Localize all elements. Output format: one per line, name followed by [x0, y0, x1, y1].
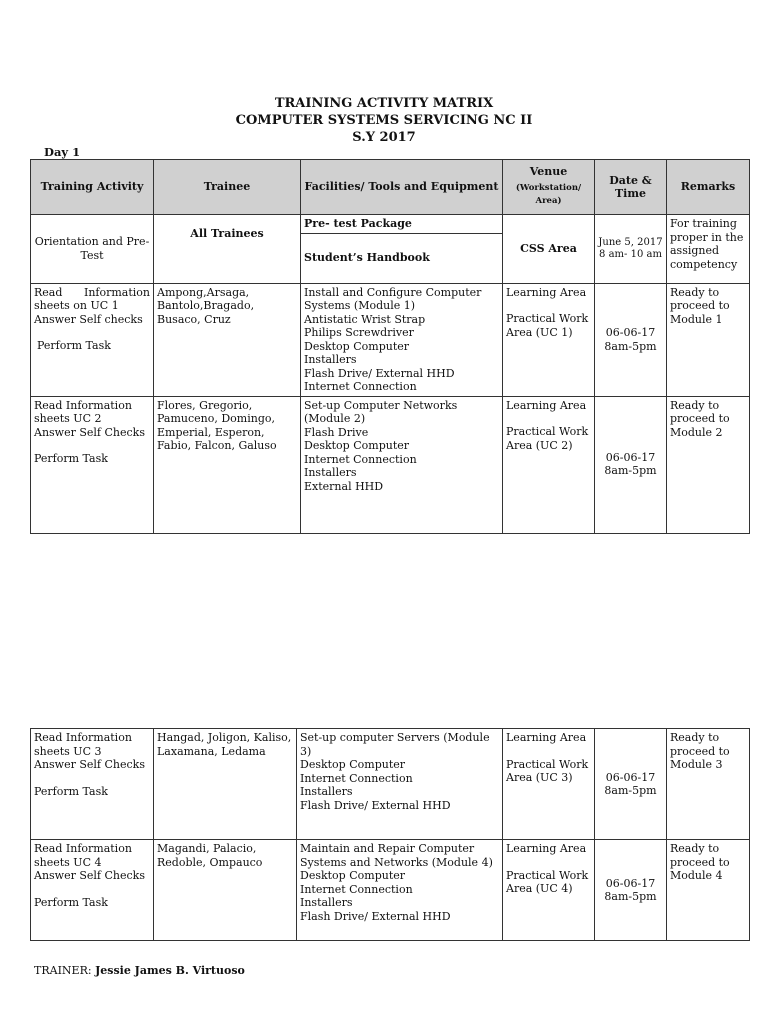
date-cell: 06-06-17 8am-5pm — [595, 283, 667, 396]
date-cell: 06-06-17 8am-5pm — [595, 396, 667, 533]
activity-cell — [31, 283, 154, 396]
trainer-name: Jessie James B. Virtuoso — [95, 964, 245, 977]
facility-cell: Student’s Handbook — [301, 233, 503, 283]
remarks-cell: For training proper in the assigned competency — [667, 215, 750, 284]
activity-answer: Answer Self Checks — [34, 425, 145, 439]
venue-practical: Practical Work Area (UC 4) — [506, 868, 589, 895]
training-matrix-table-2 — [30, 728, 750, 941]
header-row — [31, 160, 750, 215]
col-header-date: Date & Time — [595, 160, 667, 215]
trainer-label: TRAINER: — [34, 964, 92, 977]
venue-learning: Learning Area — [506, 842, 587, 855]
activity-perform: Perform Task — [34, 895, 108, 909]
venue-practical: Practical Work Area (UC 3) — [506, 757, 589, 784]
date-cell: June 5, 2017 8 am- 10 am — [595, 215, 667, 284]
activity-perform: Perform Task — [34, 452, 108, 465]
table-row — [31, 729, 750, 840]
venue-title: Venue — [529, 165, 568, 179]
school-year: S.Y 2017 — [352, 130, 416, 145]
venue-learning: Learning Area — [506, 285, 587, 299]
activity-cell — [31, 396, 154, 533]
activity-cell — [31, 729, 154, 840]
trainee-cell: All Trainees — [154, 215, 301, 284]
activity-answer: Answer Self checks — [34, 312, 143, 326]
table-row — [31, 215, 750, 234]
remarks-cell: Ready to proceed to Module 1 — [667, 283, 750, 396]
venue-cell — [503, 729, 595, 840]
activity-read: Read Information sheets UC 3 — [34, 731, 132, 758]
col-header-activity: Training Activity — [31, 160, 154, 215]
remarks-cell: Ready to proceed to Module 3 — [667, 729, 750, 840]
training-matrix-table-1 — [30, 159, 750, 534]
table-row — [31, 840, 750, 941]
facility-cell: Pre- test Package — [301, 215, 503, 234]
activity-read: Read Information sheets UC 4 — [34, 842, 132, 869]
venue-cell — [503, 840, 595, 941]
facility-cell: Maintain and Repair Computer Systems and Networks (Module 4) Desktop Computer Internet Connection Installers Flash Drive/ External HHD — [297, 840, 503, 941]
venue-cell — [503, 283, 595, 396]
facility-cell: Install and Configure Computer Systems (Module 1) Antistatic Wrist Strap Philips Screwdriver Desktop Computer Installers Flash Drive/ External HHD Internet Connection — [301, 283, 503, 396]
date-cell: 06-06-17 8am-5pm — [595, 729, 667, 840]
trainee-cell: Magandi, Palacio, Redoble, Ompauco — [154, 840, 297, 941]
trainee-cell: Hangad, Joligon, Kaliso, Laxamana, Ledama — [154, 729, 297, 840]
table-row — [31, 396, 750, 533]
activity-answer: Answer Self Checks — [34, 869, 145, 882]
date-cell: 06-06-17 8am-5pm — [595, 840, 667, 941]
trainer-footer — [34, 964, 245, 977]
venue-learning: Learning Area — [506, 731, 587, 744]
col-header-venue — [503, 160, 595, 215]
remarks-cell: Ready to proceed to Module 2 — [667, 396, 750, 533]
venue-cell: CSS Area — [503, 215, 595, 284]
remarks-cell: Ready to proceed to Module 4 — [667, 840, 750, 941]
venue-practical: Practical Work Area (UC 1) — [506, 312, 589, 339]
trainee-cell: Flores, Gregorio, Pamuceno, Domingo, Emperial, Esperon, Fabio, Falcon, Galuso — [154, 396, 301, 533]
activity-cell — [31, 840, 154, 941]
table-row — [31, 283, 750, 396]
trainee-cell: Ampong,Arsaga, Bantolo,Bragado, Busaco, Cruz — [154, 283, 301, 396]
facility-cell: Set-up computer Servers (Module 3) Desktop Computer Internet Connection Installers Flash Drive/ External HHD — [297, 729, 503, 840]
document-title: TRAINING ACTIVITY MATRIX — [274, 96, 494, 111]
venue-learning: Learning Area — [506, 398, 587, 412]
activity-cell: Orientation and Pre-Test — [31, 215, 154, 284]
activity-read: Read Information sheets UC 2 — [34, 398, 132, 425]
activity-answer: Answer Self Checks — [34, 758, 145, 771]
day-label: Day 1 — [44, 145, 81, 159]
col-header-remarks: Remarks — [667, 160, 750, 215]
col-header-trainee: Trainee — [154, 160, 301, 215]
venue-cell — [503, 396, 595, 533]
facility-cell: Set-up Computer Networks (Module 2) Flash Drive Desktop Computer Internet Connection Installers External HHD — [301, 396, 503, 533]
document-subtitle: COMPUTER SYSTEMS SERVICING NC II — [235, 113, 533, 128]
venue-practical: Practical Work Area (UC 2) — [506, 425, 589, 452]
venue-subtitle: (Workstation/ Area) — [515, 182, 582, 207]
activity-read: Read Information sheets on UC 1 — [34, 285, 150, 312]
activity-perform: Perform Task — [34, 784, 108, 798]
activity-perform: Perform Task — [37, 339, 111, 352]
col-header-facilities: Facilities/ Tools and Equipment — [301, 160, 503, 215]
